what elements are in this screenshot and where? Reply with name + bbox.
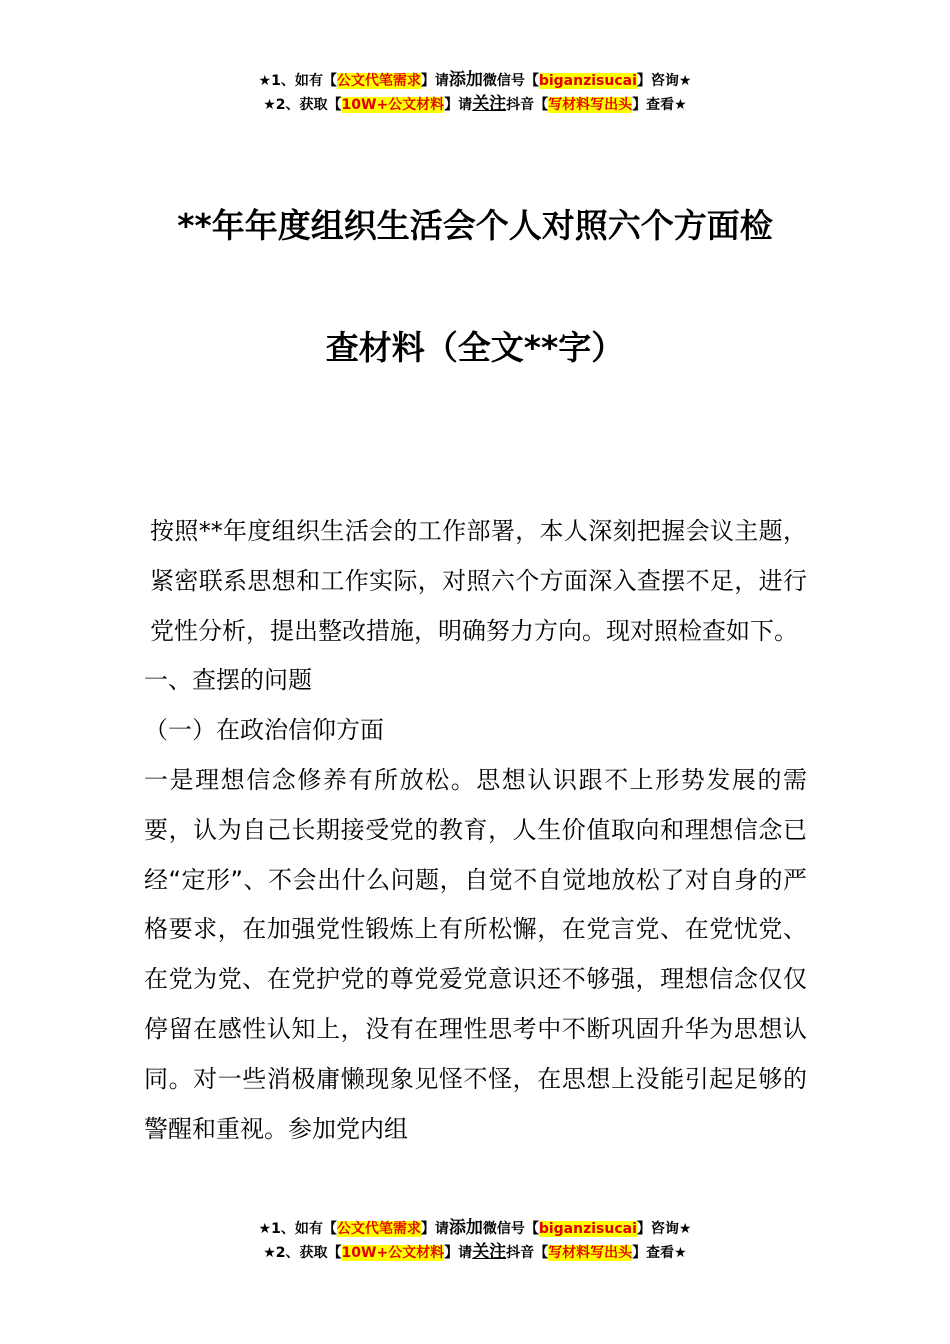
highlight-service: 公文代笔需求 [336, 1221, 421, 1237]
document-body [144, 507, 807, 1154]
document-title-line-2: 查材料（全文**字） [325, 328, 625, 367]
highlight-service: 公文代笔需求 [336, 73, 421, 89]
promo-banner-bottom [0, 1217, 950, 1265]
promo-line-1: ★1、如有【公文代笔需求】请添加微信号【biganzisucai】咨询★ [258, 1218, 692, 1238]
highlight-materials: 10W+公文材料 [341, 97, 445, 113]
promo-line-2: ★2、获取【10W+公文材料】请关注抖音【写材料写出头】查看★ [263, 94, 687, 114]
highlight-materials: 10W+公文材料 [341, 1245, 445, 1261]
section-heading: 一、查摆的问题 [144, 666, 312, 695]
document-title-line-1: **年年度组织生活会个人对照六个方面检 [177, 206, 773, 245]
highlight-douyin-id: 写材料写出头 [548, 1245, 633, 1261]
promo-line-2: ★2、获取【10W+公文材料】请关注抖音【写材料写出头】查看★ [263, 1242, 687, 1262]
intro-paragraph: 按照**年度组织生活会的工作部署，本人深刻把握会议主题，紧密联系思想和工作实际，对照六个方面深入查摆不足，进行党性分析，提出整改措施，明确努力方向。现对照检查如下。 [150, 517, 807, 645]
subsection-heading: （一）在政治信仰方面 [144, 716, 384, 745]
body-paragraph: 一是理想信念修养有所放松。思想认识跟不上形势发展的需要，认为自己长期接受党的教育，人生价值取向和理想信念已经“定形”、不会出什么问题，自觉不自觉地放松了对自身的严格要求，在加强党性锻炼上有所松懈，在党言党、在党忧党、在党为党、在党护党的尊党爱党意识还不够强，理想信念仅仅停留在感性认知上，没有在理性思考中不断巩固升华为思想认同。对一些消极庸懒现象见怪不怪，在思想上没能引起足够的警醒和重视。参加党内组 [144, 765, 807, 1143]
highlight-wechat-id: biganzisucai [538, 73, 637, 89]
highlight-wechat-id: biganzisucai [538, 1221, 637, 1237]
promo-banner-top [0, 69, 950, 117]
highlight-douyin-id: 写材料写出头 [548, 97, 633, 113]
promo-line-1: ★1、如有【公文代笔需求】请添加微信号【biganzisucai】咨询★ [258, 70, 692, 90]
